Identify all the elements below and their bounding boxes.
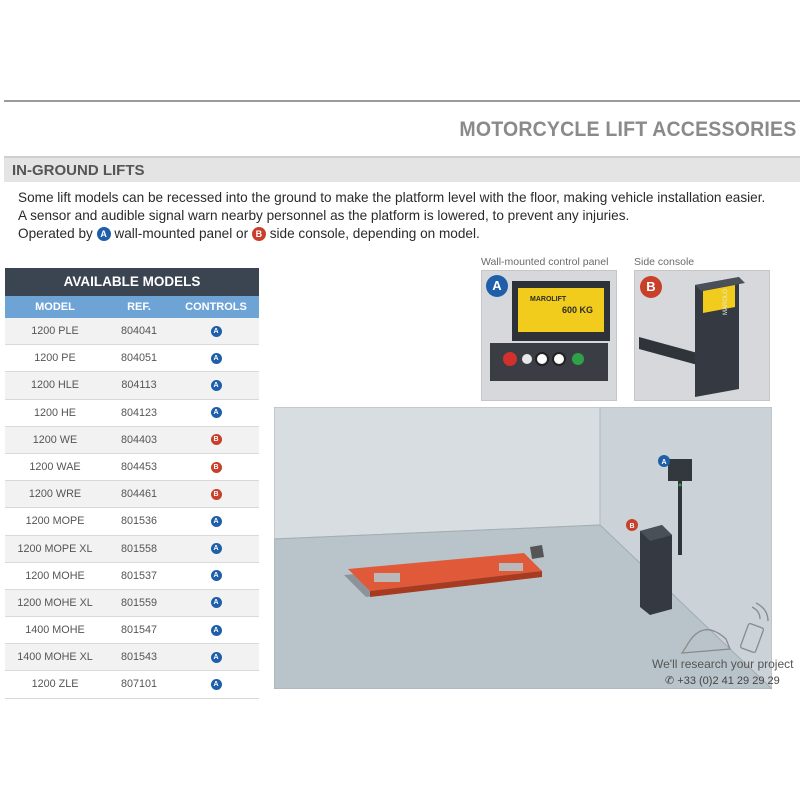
ref-cell: 804113 (121, 379, 157, 392)
model-cell: 1200 HLE (30, 379, 80, 392)
control-b-badge: B (211, 462, 222, 473)
ref-cell: 807101 (120, 678, 158, 691)
table-row (5, 536, 259, 563)
control-a-badge: A (211, 652, 222, 663)
model-cell: 1200 MOPE (25, 515, 85, 528)
model-cell: 1200 PLE (31, 325, 79, 337)
model-cell: 1200 MOPE XL (17, 542, 93, 555)
svg-text:A: A (661, 459, 667, 466)
model-cell: 1200 WRE (28, 488, 82, 501)
control-b-badge: B (211, 434, 222, 445)
model-cell: 1200 WE (32, 433, 78, 446)
models-table-title: AVAILABLE MODELS (5, 268, 259, 296)
ref-cell: 804041 (120, 325, 158, 337)
phone-number (665, 674, 780, 687)
description-suffix: side console, depending on model. (269, 226, 480, 241)
controls-cell (173, 617, 259, 643)
controls-cell (173, 644, 259, 670)
table-row (5, 318, 259, 345)
controls-cell (173, 508, 259, 534)
back-wall-left (274, 407, 600, 539)
section-bar (4, 156, 800, 182)
ref-cell: 804123 (120, 406, 158, 419)
ref-cell: 801543 (120, 651, 158, 664)
table-row (5, 481, 259, 508)
table-row (5, 617, 259, 644)
model-cell: 1200 MOHE XL (17, 596, 93, 609)
lift-ramp-left (374, 573, 400, 582)
wall-label-load: 600 KG (562, 305, 594, 315)
wall-panel-post (678, 475, 682, 555)
controls-cell (173, 454, 259, 480)
control-b-badge: B (211, 489, 222, 500)
model-cell: 1200 WAE (29, 460, 81, 473)
control-a-badge: A (211, 516, 222, 527)
wall-panel-badge-a: A (486, 275, 508, 297)
phone-icon: ✆ (665, 675, 675, 687)
table-row (5, 372, 259, 399)
control-a-badge: A (211, 570, 222, 581)
control-a-badge: A (211, 679, 222, 690)
wall-panel-image (481, 270, 617, 401)
top-rule (4, 100, 800, 102)
table-row (5, 400, 259, 427)
description-prefix: Operated by (18, 226, 93, 241)
page-title: MOTORCYCLE LIFT ACCESSORIES (458, 118, 796, 141)
ref-cell: 801536 (120, 515, 158, 528)
col-model: MODEL (35, 301, 75, 313)
table-row (5, 427, 259, 454)
ref-cell: 801559 (120, 596, 158, 609)
description-mid: wall-mounted panel or (114, 226, 249, 241)
control-a-badge: A (211, 625, 222, 636)
ref-cell: 804403 (120, 433, 158, 446)
controls-cell (173, 318, 259, 344)
controls-cell (173, 536, 259, 562)
wall-label-brand: MAROLIFT (530, 296, 567, 303)
control-b-badge: B (252, 227, 266, 241)
control-a-badge: A (211, 326, 222, 337)
model-cell: 1400 MOHE (25, 624, 85, 637)
model-cell: 1200 MOHE (25, 569, 85, 582)
wall-panel-caption: Wall-mounted control panel (481, 256, 609, 268)
col-ref: REF. (127, 301, 151, 313)
col-controls: CONTROLS (185, 301, 247, 313)
svg-text:B: B (629, 523, 635, 530)
models-table-header (5, 296, 259, 318)
description (18, 189, 788, 243)
controls-cell (173, 400, 259, 426)
controls-cell (173, 590, 259, 616)
controls-cell (173, 427, 259, 453)
table-row (5, 644, 259, 671)
controls-cell (173, 671, 259, 697)
ref-cell: 801558 (120, 542, 158, 555)
models-table-body (5, 318, 259, 699)
ref-cell: 804461 (120, 488, 158, 501)
model-cell: 1200 HE (33, 406, 77, 419)
control-a-badge: A (97, 227, 111, 241)
controls-cell (173, 481, 259, 507)
console-brand: MAROLO (723, 288, 729, 315)
control-a-badge: A (211, 597, 222, 608)
lift-installation-illustration (274, 407, 772, 689)
controls-cell (173, 563, 259, 589)
table-row (5, 671, 259, 698)
section-title: IN-GROUND LIFTS (12, 162, 145, 179)
table-row (5, 563, 259, 590)
side-console-caption: Side console (634, 256, 695, 268)
control-a-badge: A (211, 380, 222, 391)
description-line-3 (18, 225, 788, 243)
description-line-1: Some lift models can be recessed into the ground to make the platform level with the floor, making vehicle installation easier. (18, 190, 766, 205)
model-cell: 1200 PE (34, 352, 76, 365)
ref-cell: 804051 (120, 352, 158, 365)
ref-cell: 801547 (120, 624, 158, 637)
table-row (5, 345, 259, 372)
side-console-image (634, 270, 770, 401)
model-cell: 1200 ZLE (31, 678, 79, 691)
controls-cell (173, 345, 259, 371)
lift-ramp-right (499, 563, 523, 571)
phone-text: +33 (0)2 41 29 29 29 (677, 675, 780, 687)
control-a-badge: A (211, 353, 222, 364)
side-console-badge-b: B (640, 276, 662, 298)
controls-cell (173, 372, 259, 398)
control-a-badge: A (211, 543, 222, 554)
front-wheel-clamp (530, 545, 544, 559)
control-a-badge: A (211, 407, 222, 418)
ref-cell: 801537 (120, 569, 158, 582)
table-row (5, 508, 259, 535)
table-row (5, 590, 259, 617)
ref-cell: 804453 (120, 460, 158, 473)
research-note: We'll research your project (652, 657, 794, 671)
wall-panel-device (668, 459, 692, 481)
model-cell: 1400 MOHE XL (17, 651, 93, 664)
description-line-2: A sensor and audible signal warn nearby personnel as the platform is lowered, to prevent any injuries. (18, 208, 630, 223)
table-row (5, 454, 259, 481)
models-table (5, 268, 259, 699)
